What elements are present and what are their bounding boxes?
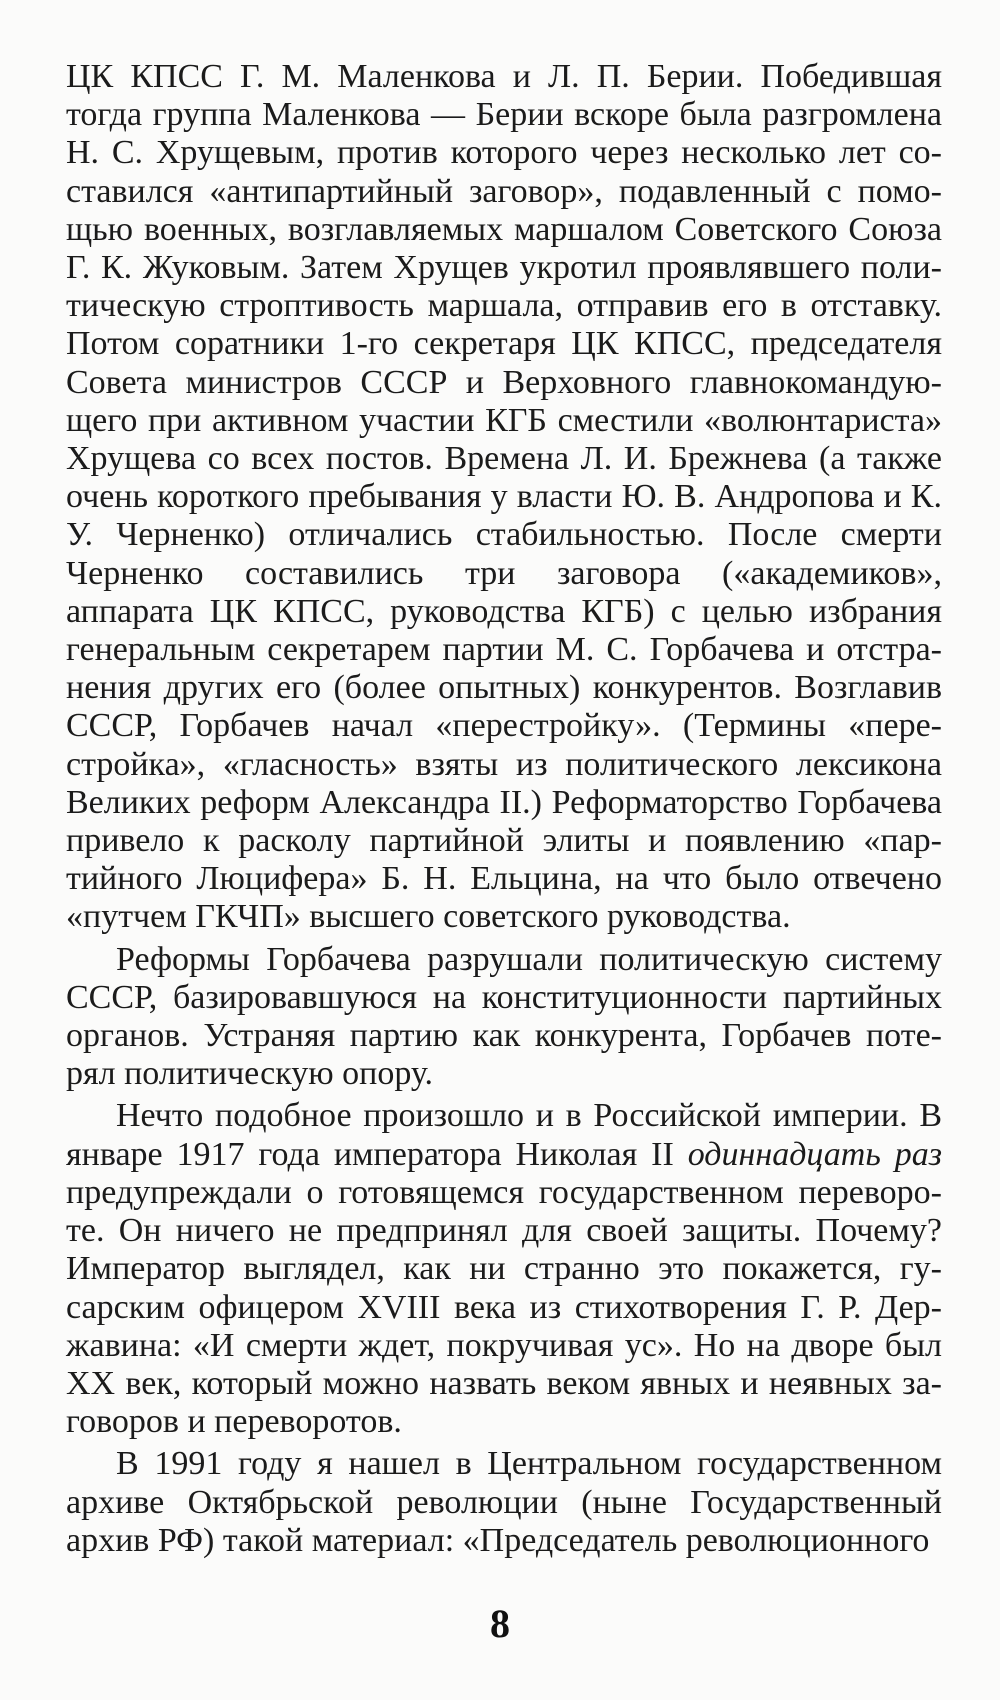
paragraph-2 [66, 941, 942, 1094]
paragraph-1 [66, 58, 942, 937]
paragraph-3 [66, 1097, 942, 1441]
paragraph-4 [66, 1445, 942, 1560]
paragraph-4-text: В 1991 году я нашел в Центральном государственном архиве Октябрьской революции (ныне Государственный архив РФ) такой материал: «Председатель революционного [66, 1445, 942, 1559]
paragraph-3-text-end: предупреждали о готовящемся государственном перевороте. Он ничего не предпринял для своей защиты. Почему? Император выглядел, как ни странно это покажется, гусарским офицером XVIII века из стихотворения Г. Р. Державина: «И смерти ждет, покручивая ус». Но на дворе был XX век, который можно назвать веком явных и неявных заговоров и переворотов. [66, 1173, 942, 1441]
paragraph-3-italic-emphasis: одиннадцать раз [687, 1135, 942, 1173]
paragraph-2-text: Реформы Горбачева разрушали политическую систему СССР, базировавшуюся на конституционности партийных органов. Устраняя партию как конкурента, Горбачев потерял политическую опору. [66, 940, 942, 1093]
paragraph-3-text-start: Нечто подобное произошло и в Российской империи. В январе 1917 года императора Николая II [66, 1097, 942, 1173]
paragraph-1-text: ЦК КПСС Г. М. Маленкова и Л. П. Берии. Победившая тогда группа Маленкова — Берии вскоре была разгромлена Н. С. Хрущевым, против которого через несколько лет составился «антипартийный заговор», подавленный с помощью военных, возглавляемых маршалом Советского Союза Г. К. Жуковым. Затем Хрущев укротил проявлявшего политическую строптивость маршала, отправив его в отставку. Потом соратники 1-го секретаря ЦК КПСС, председателя Совета министров СССР и Верховного главнокомандующего при активном участии КГБ сместили «волюнтариста» Хрущева со всех постов. Времена Л. И. Брежнева (а также очень короткого пребывания у власти Ю. В. Андропова и К. У. Черненко) отличались стабильностью. После смерти Черненко составились три заговора («академиков», аппарата ЦК КПСС, руководства КГБ) с целью избрания генеральным секретарем партии М. С. Горбачева и отстранения других его (более опытных) конкурентов. Возглавив СССР, Горбачев начал «перестройку». (Термины «перестройка», «гласность» взяты из политического лексикона Великих реформ Александра II.) Реформаторство Горбачева привело к расколу партийной элиты и появлению «партийного Люцифера» Б. Н. Ельцина, на что было отвечено «путчем ГКЧП» высшего советского руководства. [66, 58, 942, 936]
page-number: 8 [490, 1601, 510, 1646]
body-text [66, 58, 942, 1564]
